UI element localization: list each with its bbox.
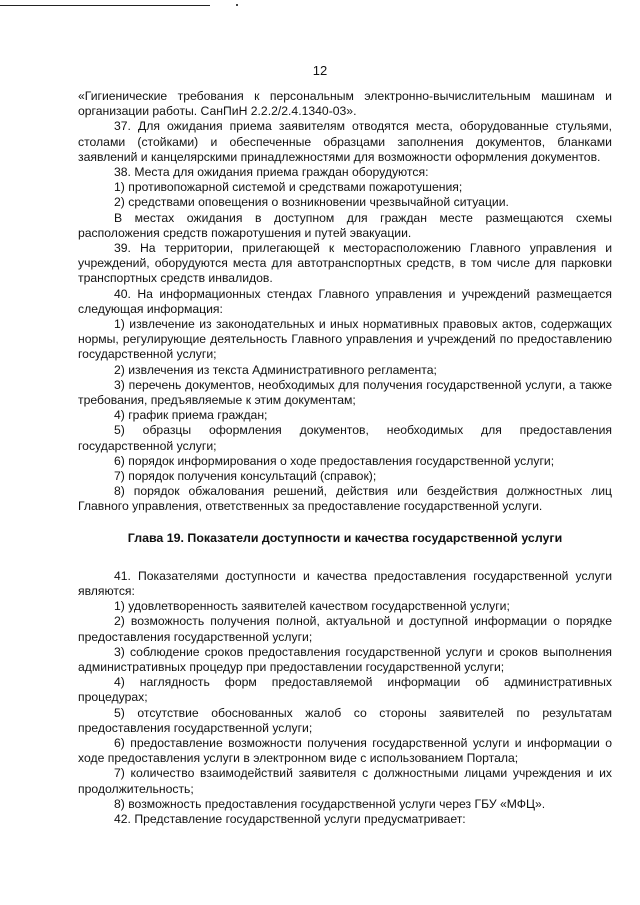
list-item: 3) перечень документов, необходимых для получения государственной услуги, а также требования, предъявляемые к этим документам;: [78, 377, 612, 408]
document-body: [78, 89, 612, 827]
list-item: 7) количество взаимодействий заявителя с должностными лицами учреждения и их продолжительность;: [78, 766, 612, 796]
list-item: 6) порядок информирования о ходе предоставления государственной услуги;: [114, 453, 555, 468]
list-item: 1) противопожарной системой и средствами пожаротушения;: [114, 180, 463, 195]
list-item: 1) удовлетворенность заявителей качеством государственной услуги;: [114, 599, 510, 614]
list-item: 8) возможность предоставления государственной услуги через ГБУ «МФЦ».: [114, 796, 546, 811]
list-item: 4) наглядность форм предоставляемой информации об административных процедурах;: [78, 675, 612, 705]
list-item: 7) порядок получения консультаций (справок);: [114, 469, 377, 484]
list-item: 5) образцы оформления документов, необходимых для предоставления государственной услуги;: [78, 423, 612, 453]
paragraph: 42. Представление государственной услуги предусматривает:: [114, 811, 466, 826]
chapter-heading: Глава 19. Показатели доступности и качества государственной услуги: [127, 530, 563, 545]
paragraph: 39. На территории, прилегающей к месторасположению Главного управления и учреждений, оборудуются места для автотранспортных средств, в том числе для парковки транспортных средств инвалидов.: [78, 241, 612, 286]
paragraph: 40. На информационных стендах Главного управления и учреждений размещается следующая информация:: [78, 286, 612, 316]
top-rule: [0, 5, 210, 6]
list-item: 2) извлечения из текста Административного регламента;: [114, 362, 437, 377]
paragraph: 37. Для ожидания приема заявителям отводятся места, оборудованные стульями, столами (стойками) и обеспеченные образцами заполнения документов, бланками заявлений и канцелярскими принадлежностями для возможности оформления документов.: [78, 119, 612, 164]
paragraph: «Гигиенические требования к персональным электронно-вычислительным машинам и организации работы. СанПиН 2.2.2/2.4.1340-03».: [78, 89, 612, 119]
list-item: 8) порядок обжалования решений, действия или бездействия должностных лиц Главного управления, ответственных за предоставление государственной услуги.: [78, 484, 612, 514]
list-item: 3) соблюдение сроков предоставления государственной услуги и сроков выполнения административных процедур при предоставлении государственной услуги;: [78, 644, 612, 674]
scan-speck: [236, 4, 238, 6]
list-item: 2) возможность получения полной, актуальной и доступной информации о порядке предоставления государственной услуги;: [78, 614, 612, 644]
list-item: 2) средствами оповещения о возникновении чрезвычайной ситуации.: [114, 195, 509, 210]
list-item: 4) график приема граждан;: [114, 408, 268, 423]
paragraph: 38. Места для ожидания приема граждан оборудуются:: [114, 165, 429, 180]
page-number: 12: [312, 63, 328, 78]
paragraph: В местах ожидания в доступном для граждан месте размещаются схемы расположения средств пожаротушения и путей эвакуации.: [78, 210, 612, 240]
list-item: 1) извлечение из законодательных и иных нормативных правовых актов, содержащих нормы, регулирующие деятельность Главного управления и учреждений по предоставлению государственной услуги;: [78, 317, 612, 362]
list-item: 6) предоставление возможности получения государственной услуги и информации о ходе предоставления услуги в электронном виде с использованием Портала;: [78, 735, 612, 766]
list-item: 5) отсутствие обоснованных жалоб со стороны заявителей по результатам предоставления государственной услуги;: [78, 705, 612, 735]
paragraph: 41. Показателями доступности и качества предоставления государственной услуги являются:: [78, 568, 612, 598]
